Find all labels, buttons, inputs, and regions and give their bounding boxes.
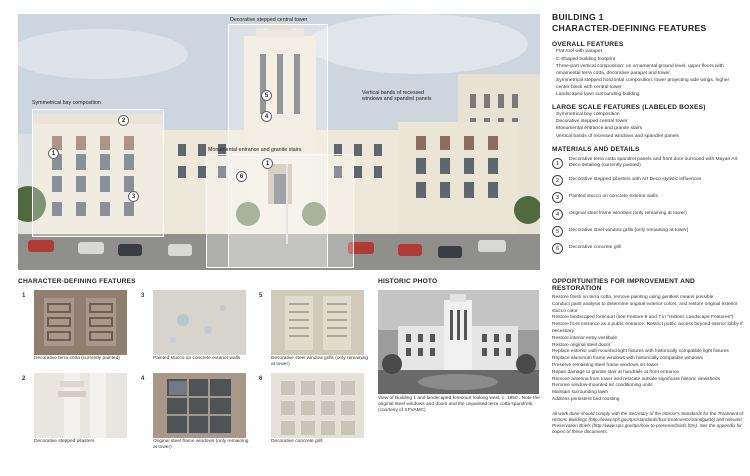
opportunity-item: Repair damage to granite stair at handrails at front entrance xyxy=(552,369,679,375)
thumb-caption: Decorative terra cotta (currently painted) xyxy=(34,356,120,361)
material-number: 1 xyxy=(552,158,563,169)
standards-note: All work done should comply with the Secretary of the Interior's Standards for the Treatment of Historic Buildings (http://www.nps.gov/tps/standards/four-treatments/standguide) and relevant Preservation Briefs (http://www.nps.gov/tps/how-to-preserve/briefs.htm). See the appendix for copies of these documents. xyxy=(552,410,744,435)
material-text: Painted stucco on concrete exterior walls xyxy=(569,193,658,199)
overall-item: Flat roof with parapet xyxy=(556,49,602,55)
material-text: Decorative concrete grill xyxy=(569,244,622,250)
thumb-number: 2 xyxy=(22,376,26,382)
material-text: Decorative steel window grills (only remaining at tower) xyxy=(569,227,689,233)
material-number: 3 xyxy=(552,192,563,203)
opportunity-item: Conduct paint analysis to determine original exterior colors, and restore original exterior stucco color xyxy=(552,301,738,314)
bay-overlay-box xyxy=(32,109,164,237)
thumb-caption: Decorative concrete grill xyxy=(271,439,323,444)
historic-photo xyxy=(378,290,539,394)
material-item xyxy=(552,206,742,223)
marker-5: 5 xyxy=(261,90,272,101)
overall-item: Landscaped lawn surrounding building xyxy=(556,92,640,98)
material-number: 6 xyxy=(552,243,563,254)
thumb-caption: Decorative stepped pilasters xyxy=(34,439,95,444)
right-column xyxy=(552,12,742,257)
marker-1-left: 1 xyxy=(48,148,59,159)
large-scale-item: Decorative stepped central tower xyxy=(556,119,628,125)
large-scale-item: Symmetrical bay composition xyxy=(556,112,620,118)
page-title-line1: BUILDING 1 xyxy=(552,12,604,22)
material-text: Original steel frame windows (only remaining at tower) xyxy=(569,210,687,216)
material-number: 4 xyxy=(552,209,563,220)
callout-symmetrical-bay: Symmetrical bay composition xyxy=(32,100,101,106)
hero-building-photo xyxy=(18,14,540,270)
overall-item: C-Shaped building footprint xyxy=(556,56,616,62)
cdf-heading: CHARACTER-DEFINING FEATURES xyxy=(18,278,136,285)
material-item xyxy=(552,240,742,257)
large-scale-heading: LARGE SCALE FEATURES (LABELED BOXES) xyxy=(552,104,706,112)
material-text: Decorative stepped pilasters with Art Deco stylistic influences xyxy=(569,176,702,182)
opportunity-item: Restore front entrance as a public entrance. Restrict public access beyond interior lobby if necessary. xyxy=(552,322,743,334)
material-item xyxy=(552,172,742,189)
thumb-pilasters xyxy=(34,373,127,438)
opportunity-item: Replace exterior wall-mounted light fixtures with historically compatible light fixtures xyxy=(552,349,729,355)
thumb-number: 3 xyxy=(141,293,145,299)
opportunity-item: Remove window-mounted air conditioning units xyxy=(552,383,653,389)
materials-list xyxy=(552,155,742,257)
opportunity-item: Preserve remaining steel frame windows on-tower xyxy=(552,362,659,368)
opportunities-list xyxy=(552,295,744,404)
material-number: 2 xyxy=(552,175,563,186)
opportunity-item: Remove antenna from tower and relocate outside significant historic viewsheds xyxy=(552,376,720,382)
opportunity-item: Replace aluminum frame windows with historically compatible windows xyxy=(552,356,703,362)
material-number: 5 xyxy=(552,226,563,237)
opportunity-item: Restore interior entry vestibule xyxy=(552,335,618,341)
callout-central-tower: Decorative stepped central tower xyxy=(230,17,308,23)
callout-vertical-bands: Vertical bands of recessed windows and spandrel panels xyxy=(362,90,432,103)
thumb-caption: Painted stucco on concrete exterior walls xyxy=(153,356,241,361)
large-scale-item: Vertical bands of recessed windows and spandrel panels xyxy=(556,133,679,139)
thumb-number: 4 xyxy=(141,376,145,382)
opportunity-item: Restore original steel doors xyxy=(552,342,611,348)
marker-1-entrance: 1 xyxy=(262,158,273,169)
thumb-steel-windows xyxy=(153,373,246,438)
marker-3: 3 xyxy=(128,191,139,202)
thumb-number: 6 xyxy=(259,376,263,382)
overall-features-heading: OVERALL FEATURES xyxy=(552,41,624,49)
overall-item: Three-part vertical composition: un ornamental ground level, upper floors with ornamental terra cotta, decorative parapet and tower xyxy=(556,63,724,76)
large-scale-item: Monumental entrance and granite stairs xyxy=(556,126,643,132)
material-item xyxy=(552,189,742,206)
opportunities-section xyxy=(552,278,744,436)
large-scale-list xyxy=(552,111,742,139)
material-item xyxy=(552,223,742,240)
thumb-concrete-grill xyxy=(271,373,364,438)
historic-photo-heading: HISTORIC PHOTO xyxy=(378,278,438,285)
opportunity-item: Address persistent bird roosting xyxy=(552,396,620,402)
thumb-number: 5 xyxy=(259,293,263,299)
opportunity-item: Restore finish on terra cotta, remove painting using gentlest means possible xyxy=(552,295,714,300)
thumb-number: 1 xyxy=(22,293,26,299)
historic-photo-caption: View of Building 1 and landscaped forecourt looking west, c. 1950 . Note the original steel windows and doors and the unpainted terra cotta spandrels. (courtesy of SFVAMC) xyxy=(378,396,540,414)
material-text: Decorative terra cotta spandrel panels and front door surround with Mayan Art Deco detailing (currently painted) xyxy=(569,156,738,169)
materials-heading: MATERIALS AND DETAILS xyxy=(552,145,640,153)
thumb-caption: Original steel frame windows (only remaining at tower) xyxy=(153,439,249,450)
overall-item: Symmetrical stepped horizontal composition: lower projecting side wings, higher center block with central tower xyxy=(556,77,730,91)
opportunity-item: Maintain surrounding lawn xyxy=(552,390,608,396)
opportunity-item: Restore landscaped forecourt (see Feature 6 and 7 in "Historic Landscape Features") xyxy=(552,315,734,321)
overall-features-list xyxy=(552,48,742,98)
opportunities-heading: OPPORTUNITIES FOR IMPROVEMENT AND RESTORATION xyxy=(552,278,695,292)
material-item xyxy=(552,155,742,172)
callout-entrance: Monumental entrance and granite stairs xyxy=(208,147,302,153)
entrance-overlay-box xyxy=(206,154,354,268)
thumb-window-grills xyxy=(271,290,364,355)
thumb-stucco xyxy=(153,290,246,355)
marker-6: 6 xyxy=(236,171,247,182)
marker-2: 2 xyxy=(118,115,129,126)
thumb-terra-cotta xyxy=(34,290,127,355)
marker-4: 4 xyxy=(261,111,272,122)
thumb-caption: Decorative steel window grills (only remaining at tower) xyxy=(271,356,369,367)
page-title-line2: CHARACTER-DEFINING FEATURES xyxy=(552,22,707,33)
